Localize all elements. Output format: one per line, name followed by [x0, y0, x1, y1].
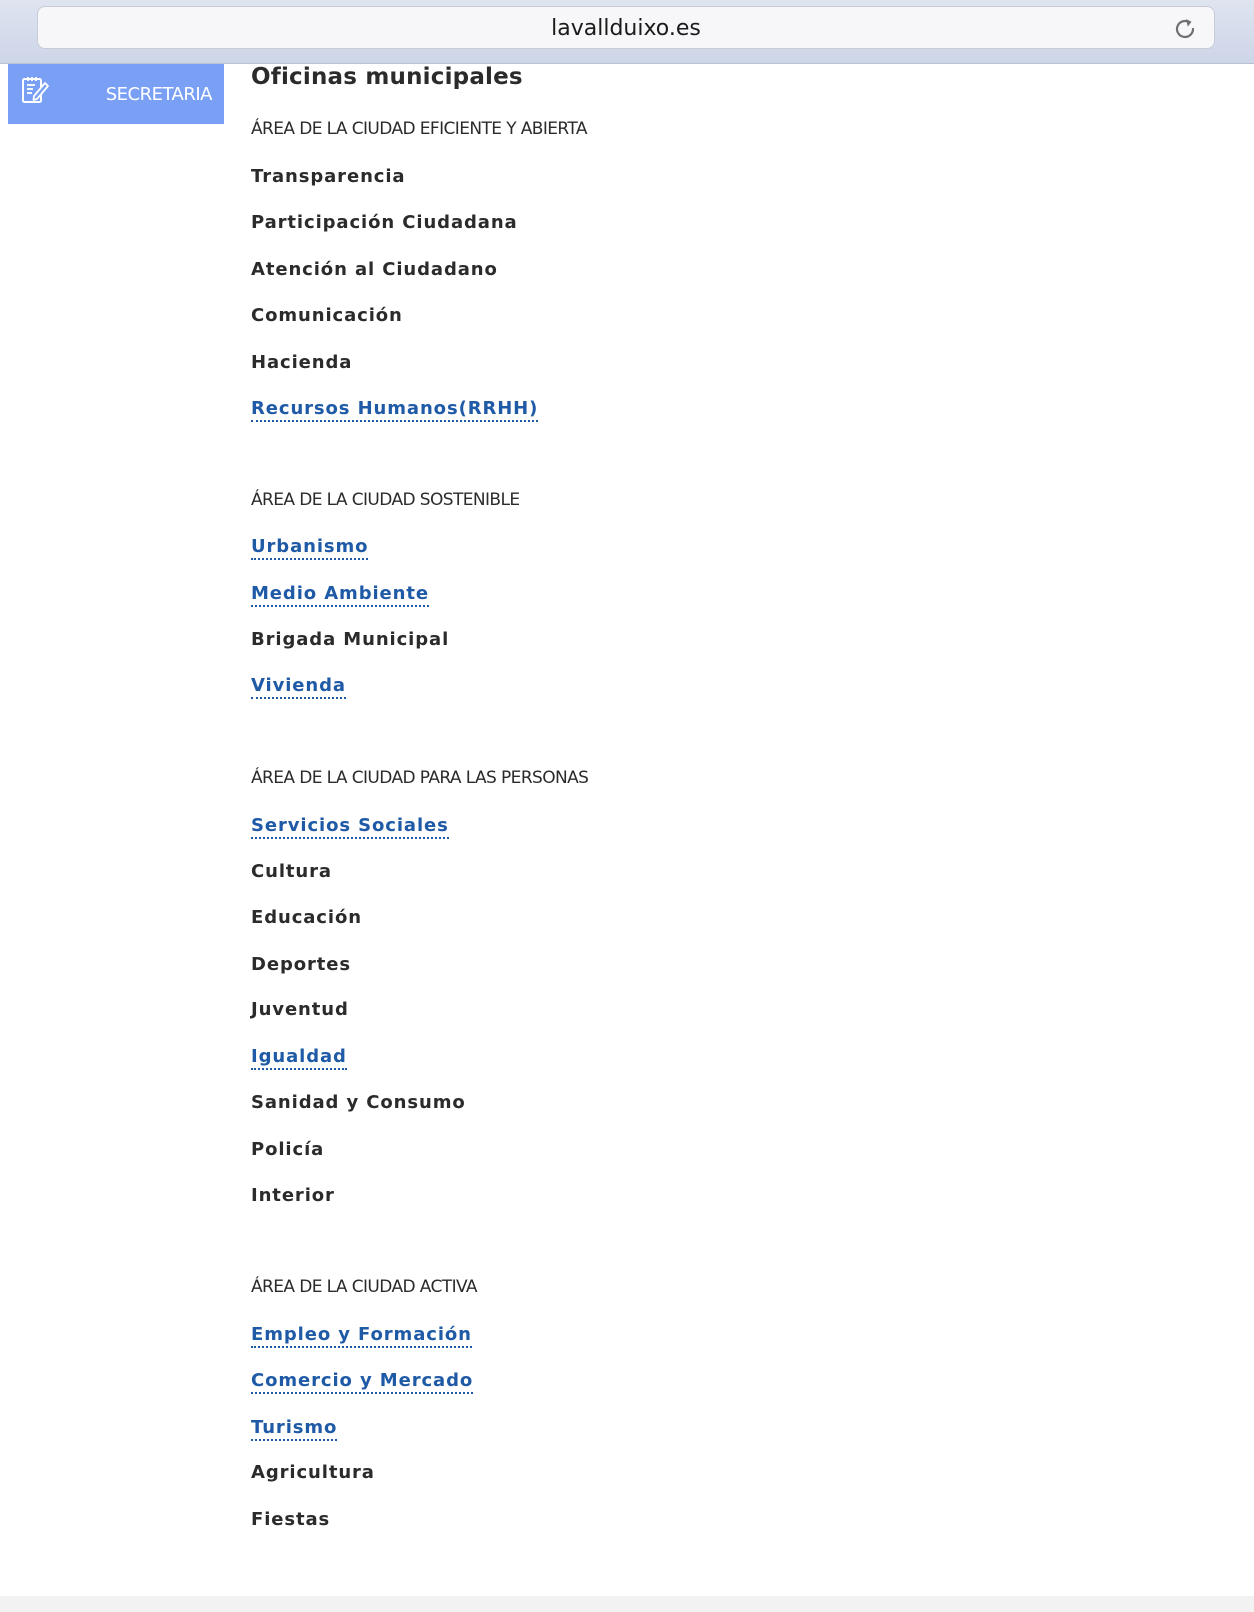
edit-document-icon: [20, 74, 50, 106]
office-item-educacion: Educación: [251, 907, 362, 928]
office-item-transparencia: Transparencia: [251, 166, 406, 187]
area-heading: ÁREA DE LA CIUDAD ACTIVA: [251, 1277, 477, 1297]
office-item-juventud: Juventud: [251, 999, 349, 1020]
office-link-urbanismo[interactable]: Urbanismo: [251, 536, 368, 560]
office-link-recursos-humanos[interactable]: Recursos Humanos(RRHH): [251, 398, 538, 422]
office-item-hacienda: Hacienda: [251, 352, 353, 373]
office-link-servicios-sociales[interactable]: Servicios Sociales: [251, 815, 449, 839]
area-heading: ÁREA DE LA CIUDAD PARA LAS PERSONAS: [251, 768, 589, 788]
office-link-comercio-y-mercado[interactable]: Comercio y Mercado: [251, 1370, 473, 1394]
office-item-agricultura: Agricultura: [251, 1462, 375, 1483]
office-link-vivienda[interactable]: Vivienda: [251, 675, 346, 699]
office-link-empleo-y-formacion[interactable]: Empleo y Formación: [251, 1324, 472, 1348]
area-heading: ÁREA DE LA CIUDAD SOSTENIBLE: [251, 490, 520, 510]
area-heading: ÁREA DE LA CIUDAD EFICIENTE Y ABIERTA: [251, 119, 587, 139]
reload-icon[interactable]: [1172, 16, 1198, 42]
office-item-policia: Policía: [251, 1139, 325, 1160]
office-item-atencion-al-ciudadano: Atención al Ciudadano: [251, 259, 498, 280]
sidebar-item-secretaria[interactable]: [8, 64, 224, 124]
office-item-brigada-municipal: Brigada Municipal: [251, 629, 450, 650]
office-item-interior: Interior: [251, 1185, 335, 1206]
sidebar-item-label: SECRETARIA: [105, 84, 212, 105]
url-text[interactable]: lavallduixo.es: [551, 16, 701, 41]
office-item-cultura: Cultura: [251, 861, 332, 882]
page-title: Oficinas municipales: [251, 64, 523, 90]
office-link-igualdad[interactable]: Igualdad: [251, 1046, 347, 1070]
office-link-medio-ambiente[interactable]: Medio Ambiente: [251, 583, 429, 607]
office-item-comunicacion: Comunicación: [251, 305, 403, 326]
page-bottom-edge: [0, 1596, 1254, 1612]
office-item-sanidad-y-consumo: Sanidad y Consumo: [251, 1092, 466, 1113]
office-item-fiestas: Fiestas: [251, 1509, 331, 1530]
browser-toolbar: [0, 0, 1254, 64]
office-item-participacion-ciudadana: Participación Ciudadana: [251, 212, 518, 233]
address-bar[interactable]: [37, 6, 1215, 49]
office-link-turismo[interactable]: Turismo: [251, 1417, 337, 1441]
office-item-deportes: Deportes: [251, 954, 352, 975]
